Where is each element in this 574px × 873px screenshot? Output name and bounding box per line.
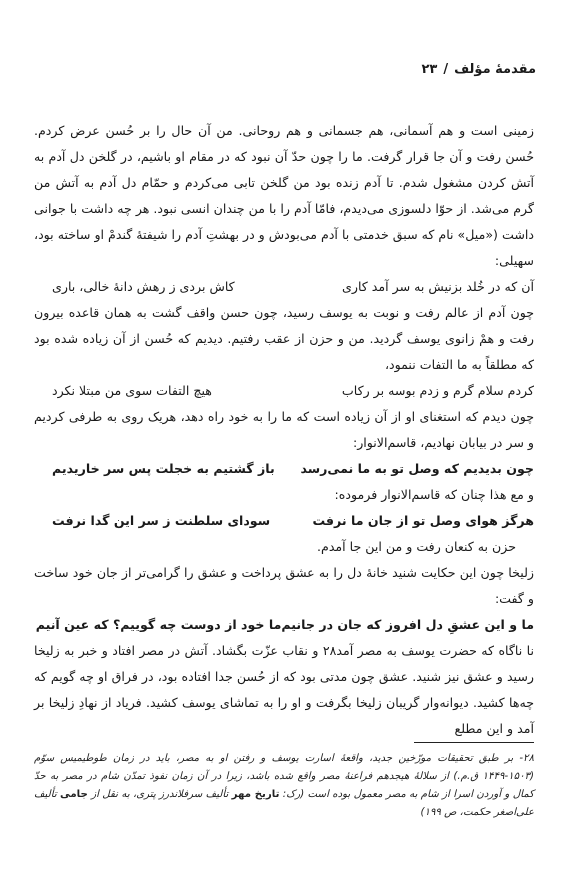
running-header	[421, 62, 536, 77]
verse-hemistich-left: ما خود از دوست چه گوییم؟ که عین آنیم	[35, 617, 282, 632]
paragraph: زلیخا چون این حکایت شنید خانهٔ دل را به عشق پرداخت و عشق را گرامی‌تر از جان خود ساخت و گفت:	[34, 565, 534, 606]
verse-hemistich-left: باز گشتیم به خجلت پس سر خاریدیم	[52, 461, 275, 476]
verse-hemistich-left: هیچ التفات سوی من مبتلا نکرد	[52, 383, 212, 398]
footnote-book-title: تاریخ مهر	[231, 789, 280, 800]
paragraph: و مع هذا چنان که قاسم‌الانوار فرموده:	[334, 487, 534, 502]
verse-hemistich-right: چون بدیدیم که وصل تو به ما نمی‌رسد	[300, 461, 534, 476]
verse-hemistich-right: ما و این عشقِ دل افروز که جان در جانیم	[281, 617, 534, 632]
footnote-divider	[414, 742, 534, 743]
verse-hemistich-right: آن که در خُلد بزنیش به سر آمد کاری	[342, 279, 534, 294]
header-title: مقدمهٔ مؤلف	[454, 62, 536, 77]
footnote	[34, 750, 534, 822]
verse-hemistich-left: کاش بردی ز رهش دانهٔ خالی، باری	[52, 279, 235, 294]
verse-hemistich-right: هرگز هوای وصل تو از جان ما نرفت	[312, 513, 534, 528]
verse-couplet	[34, 508, 534, 534]
verse-hemistich-right: کردم سلام گرم و زدم بوسه بر رکاب	[341, 383, 534, 398]
verse-couplet	[34, 612, 534, 638]
paragraph: چون آدم از عالم رفت و نوبت به یوسف رسید، چون حسن واقف گشت به همان قاعده بیرون رفت و همْ زانوی یوسف گردید. من و حزن از عقب رفتیم. دیدیم که حُسن از آن زیاده شده بود که مطلقاً به ما التفات ننمود،	[34, 305, 534, 372]
verse-couplet	[34, 456, 534, 482]
main-text	[34, 118, 534, 742]
footnote-text: تألیف سرفلاندرز پتری، به نقل از	[91, 789, 229, 800]
footnote-book-title: جامی	[60, 789, 88, 800]
footnote-text: تألیف علی‌اصغر حکمت، ص ۱۹۹)	[34, 789, 534, 818]
paragraph: نا ناگاه که حضرت یوسف به مصر آمد۲۸ و نقاب عزّت بگشاد. آتش در مصر افتاد و خبر به زلیخا رسید و عشق نیز شنید. عشق چون مدتی بود که از حُسن جدا افتاده بود، در فراق او چه گویم که چه‌ها کشید. دیوانه‌وار گریبان زلیخا بگرفت و او را به تماشای یوسف کشید. فریاد از نهادِ زلیخا بر آمد و این مطلع	[34, 643, 534, 736]
page-number: ۲۳	[421, 62, 438, 77]
header-separator: /	[443, 62, 449, 77]
verse-couplet	[34, 274, 534, 300]
footnote-text: ۲۸- بر طبق تحقیقات مورّخین جدید، واقعهٔ اسارت یوسف و رفتن او به مصر، باید در زمان طوطیمیس سوّم (۱۵۰۳-۱۴۴۹ ق.م.) از سلالهٔ هیجدهم فراعنهٔ مصر واقع شده باشد، زیرا در آن زمان نفوذ تمدّن شام در مصر به حدّ کمال و آوردن اسرا از شام به مصر معمول بوده است (رک:	[34, 753, 534, 800]
paragraph: حزن به کنعان رفت و من این جا آمدم.	[317, 539, 516, 554]
paragraph: چون دیدم که استغنای او از آن زیاده است که ما را به خود راه دهد، هریک روی به طرفی کردیم و سر در بیابان نهادیم، قاسم‌الانوار:	[34, 409, 534, 450]
verse-couplet	[34, 378, 534, 404]
verse-hemistich-left: سودای سلطنت ز سر این گدا نرفت	[52, 513, 271, 528]
paragraph: زمینی است و هم آسمانی، هم جسمانی و هم روحانی. من آن حال را بر حُسن عرض کردم. حُسن رفت و آن جا قرار گرفت. ما را چون حدّ آن نبود که در مقام او باشیم، در گلخن دل آدم به آتش کردن مشغول شدم. تا آدم زنده بود من گلخن تابی می‌کردم و حمّام دل آدم به آتش من گرم می‌شد. از حوّا دلسوزی می‌دیدم، فامّا آدم را با من چندان انسی نبود. هر چه داشت با جوانی داشت («میل» نام که سبق خدمتی با آدم می‌بودش و در بهشتِ آدم را شیفتهٔ گندمْ او ساخته بود، سهیلی:	[34, 123, 534, 268]
